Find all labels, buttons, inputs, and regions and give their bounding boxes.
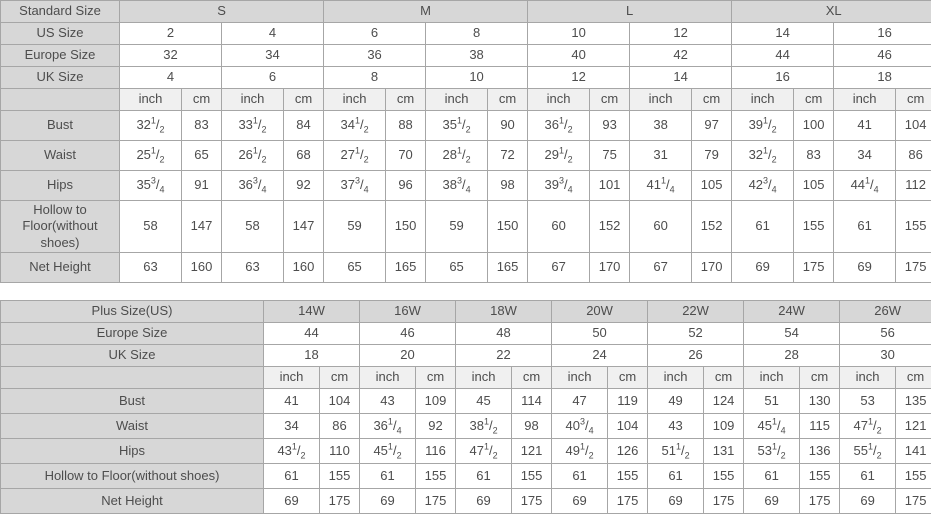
standard-size-value: M <box>324 1 528 23</box>
row-label-standard-size: Standard Size <box>1 1 120 23</box>
net-height-cm-value: 175 <box>416 488 456 513</box>
hips-cm-value: 121 <box>512 438 552 463</box>
europe-size-value: 44 <box>264 322 360 344</box>
waist-inch-value: $38^1/_2$ <box>456 413 512 438</box>
europe-size-value: 44 <box>732 45 834 67</box>
hips-inch-value: $36^3/_4$ <box>222 171 284 201</box>
bust-cm-value: 124 <box>704 388 744 413</box>
plus-size-us-value: 22W <box>648 300 744 322</box>
net-height-cm-value: 175 <box>512 488 552 513</box>
net-height-inch-value: 69 <box>744 488 800 513</box>
waist-inch-value: $40^3/_4$ <box>552 413 608 438</box>
bust-cm-value: 114 <box>512 388 552 413</box>
unit-label-cm: cm <box>590 89 630 111</box>
hollow-to-floor-cm-value: 155 <box>896 201 931 253</box>
europe-size-value: 46 <box>360 322 456 344</box>
unit-label-inch: inch <box>426 89 488 111</box>
hips-cm-value: 105 <box>794 171 834 201</box>
waist-cm-value: 115 <box>800 413 840 438</box>
bust-inch-value: $35^1/_2$ <box>426 111 488 141</box>
unit-row <box>1 89 931 111</box>
waist-inch-value: $26^1/_2$ <box>222 141 284 171</box>
bust-inch-value: 41 <box>834 111 896 141</box>
bust-cm-value: 93 <box>590 111 630 141</box>
hips-cm-value: 101 <box>590 171 630 201</box>
unit-label-cm: cm <box>896 366 931 388</box>
unit-label-inch: inch <box>456 366 512 388</box>
us-size-value: 2 <box>120 23 222 45</box>
bust-cm-value: 109 <box>416 388 456 413</box>
bust-inch-value: 38 <box>630 111 692 141</box>
measure-row-hips <box>1 171 931 201</box>
unit-row-label <box>1 366 264 388</box>
us-size-value: 4 <box>222 23 324 45</box>
unit-label-cm: cm <box>704 366 744 388</box>
hollow-to-floor-inch-value: 59 <box>426 201 488 253</box>
waist-inch-value: $36^1/_4$ <box>360 413 416 438</box>
hips-cm-value: 116 <box>416 438 456 463</box>
measure-row-hollow-to-floor <box>1 463 931 488</box>
hollow-to-floor-inch-value: 61 <box>732 201 794 253</box>
waist-cm-value: 72 <box>488 141 528 171</box>
hips-inch-value: $43^1/_2$ <box>264 438 320 463</box>
hollow-to-floor-inch-value: 61 <box>834 201 896 253</box>
waist-cm-value: 65 <box>182 141 222 171</box>
waist-cm-value: 86 <box>896 141 931 171</box>
waist-inch-value: $32^1/_2$ <box>732 141 794 171</box>
bust-cm-value: 104 <box>320 388 360 413</box>
bust-cm-value: 84 <box>284 111 324 141</box>
hollow-to-floor-inch-value: 58 <box>120 201 182 253</box>
bust-inch-value: 45 <box>456 388 512 413</box>
hips-inch-value: $55^1/_2$ <box>840 438 896 463</box>
hips-cm-value: 126 <box>608 438 648 463</box>
bust-inch-value: $34^1/_2$ <box>324 111 386 141</box>
unit-label-cm: cm <box>608 366 648 388</box>
uk-size-value: 8 <box>324 67 426 89</box>
uk-size-value: 6 <box>222 67 324 89</box>
hips-inch-value: $44^1/_4$ <box>834 171 896 201</box>
net-height-inch-value: 69 <box>732 252 794 282</box>
row-label-waist: Waist <box>1 141 120 171</box>
bust-cm-value: 104 <box>896 111 931 141</box>
net-height-inch-value: 69 <box>840 488 896 513</box>
net-height-cm-value: 160 <box>182 252 222 282</box>
us-size-value: 8 <box>426 23 528 45</box>
unit-row <box>1 366 931 388</box>
measure-row-net-height <box>1 252 931 282</box>
net-height-cm-value: 175 <box>320 488 360 513</box>
row-label-waist: Waist <box>1 413 264 438</box>
europe-size-value: 54 <box>744 322 840 344</box>
europe-size-value: 48 <box>456 322 552 344</box>
hollow-to-floor-inch-value: 58 <box>222 201 284 253</box>
unit-row-label <box>1 89 120 111</box>
unit-label-cm: cm <box>692 89 732 111</box>
waist-cm-value: 92 <box>416 413 456 438</box>
row-label-hollow-to-floor: Hollow to Floor(without shoes) <box>1 201 120 253</box>
net-height-inch-value: 63 <box>120 252 182 282</box>
bust-cm-value: 90 <box>488 111 528 141</box>
net-height-inch-value: 65 <box>426 252 488 282</box>
net-height-cm-value: 165 <box>488 252 528 282</box>
net-height-cm-value: 175 <box>896 488 931 513</box>
measure-row-hips <box>1 438 931 463</box>
europe-size-value: 34 <box>222 45 324 67</box>
measure-row-waist <box>1 141 931 171</box>
bust-inch-value: $39^1/_2$ <box>732 111 794 141</box>
waist-cm-value: 83 <box>794 141 834 171</box>
hips-cm-value: 91 <box>182 171 222 201</box>
net-height-inch-value: 67 <box>630 252 692 282</box>
plus-size-us-value: 16W <box>360 300 456 322</box>
waist-cm-value: 79 <box>692 141 732 171</box>
hollow-to-floor-cm-value: 147 <box>182 201 222 253</box>
hips-cm-value: 96 <box>386 171 426 201</box>
us-size-value: 14 <box>732 23 834 45</box>
waist-cm-value: 121 <box>896 413 931 438</box>
plus-size-chart <box>0 300 931 514</box>
uk-size-value: 16 <box>732 67 834 89</box>
unit-label-cm: cm <box>284 89 324 111</box>
bust-inch-value: 41 <box>264 388 320 413</box>
net-height-inch-value: 65 <box>324 252 386 282</box>
hollow-to-floor-inch-value: 61 <box>264 463 320 488</box>
row-label-bust: Bust <box>1 111 120 141</box>
net-height-inch-value: 69 <box>648 488 704 513</box>
hollow-to-floor-inch-value: 59 <box>324 201 386 253</box>
waist-cm-value: 75 <box>590 141 630 171</box>
bust-inch-value: 47 <box>552 388 608 413</box>
waist-inch-value: 43 <box>648 413 704 438</box>
waist-inch-value: $47^1/_2$ <box>840 413 896 438</box>
hollow-to-floor-cm-value: 155 <box>800 463 840 488</box>
header-row-plus-size-us <box>1 300 931 322</box>
header-row-us-size <box>1 23 931 45</box>
net-height-inch-value: 69 <box>552 488 608 513</box>
hollow-to-floor-cm-value: 155 <box>608 463 648 488</box>
hollow-to-floor-cm-value: 155 <box>512 463 552 488</box>
uk-size-value: 26 <box>648 344 744 366</box>
net-height-cm-value: 175 <box>608 488 648 513</box>
net-height-cm-value: 170 <box>590 252 630 282</box>
net-height-inch-value: 69 <box>456 488 512 513</box>
uk-size-value: 18 <box>264 344 360 366</box>
hips-inch-value: $47^1/_2$ <box>456 438 512 463</box>
uk-size-value: 30 <box>840 344 931 366</box>
bust-inch-value: $36^1/_2$ <box>528 111 590 141</box>
unit-label-inch: inch <box>744 366 800 388</box>
plus-size-us-value: 14W <box>264 300 360 322</box>
net-height-cm-value: 160 <box>284 252 324 282</box>
europe-size-value: 36 <box>324 45 426 67</box>
hips-inch-value: $53^1/_2$ <box>744 438 800 463</box>
row-label-uk-size: UK Size <box>1 67 120 89</box>
waist-inch-value: $28^1/_2$ <box>426 141 488 171</box>
waist-inch-value: $29^1/_2$ <box>528 141 590 171</box>
hollow-to-floor-inch-value: 61 <box>552 463 608 488</box>
hollow-to-floor-cm-value: 152 <box>590 201 630 253</box>
hollow-to-floor-cm-value: 147 <box>284 201 324 253</box>
net-height-cm-value: 175 <box>800 488 840 513</box>
bust-inch-value: $33^1/_2$ <box>222 111 284 141</box>
waist-inch-value: $27^1/_2$ <box>324 141 386 171</box>
us-size-value: 6 <box>324 23 426 45</box>
net-height-cm-value: 175 <box>794 252 834 282</box>
unit-label-inch: inch <box>120 89 182 111</box>
hips-inch-value: $45^1/_2$ <box>360 438 416 463</box>
uk-size-value: 20 <box>360 344 456 366</box>
europe-size-value: 38 <box>426 45 528 67</box>
waist-cm-value: 68 <box>284 141 324 171</box>
plus-size-us-value: 24W <box>744 300 840 322</box>
bust-inch-value: 53 <box>840 388 896 413</box>
europe-size-value: 40 <box>528 45 630 67</box>
unit-label-inch: inch <box>732 89 794 111</box>
header-row-standard-size <box>1 1 931 23</box>
hips-inch-value: $38^3/_4$ <box>426 171 488 201</box>
standard-size-value: S <box>120 1 324 23</box>
unit-label-cm: cm <box>488 89 528 111</box>
row-label-hips: Hips <box>1 171 120 201</box>
waist-inch-value: 31 <box>630 141 692 171</box>
hollow-to-floor-cm-value: 150 <box>386 201 426 253</box>
row-label-us-size: US Size <box>1 23 120 45</box>
hips-cm-value: 131 <box>704 438 744 463</box>
bust-inch-value: 43 <box>360 388 416 413</box>
europe-size-value: 46 <box>834 45 931 67</box>
header-row-europe-size <box>1 322 931 344</box>
bust-cm-value: 83 <box>182 111 222 141</box>
net-height-inch-value: 67 <box>528 252 590 282</box>
unit-label-inch: inch <box>528 89 590 111</box>
hips-inch-value: $49^1/_2$ <box>552 438 608 463</box>
plus-size-us-value: 18W <box>456 300 552 322</box>
us-size-value: 10 <box>528 23 630 45</box>
bust-cm-value: 100 <box>794 111 834 141</box>
plus-size-us-value: 26W <box>840 300 931 322</box>
hollow-to-floor-cm-value: 155 <box>416 463 456 488</box>
row-label-net-height: Net Height <box>1 488 264 513</box>
net-height-inch-value: 63 <box>222 252 284 282</box>
hollow-to-floor-cm-value: 155 <box>704 463 744 488</box>
hollow-to-floor-inch-value: 61 <box>744 463 800 488</box>
hips-cm-value: 112 <box>896 171 931 201</box>
waist-inch-value: $45^1/_4$ <box>744 413 800 438</box>
hips-cm-value: 110 <box>320 438 360 463</box>
unit-label-inch: inch <box>264 366 320 388</box>
waist-inch-value: 34 <box>834 141 896 171</box>
unit-label-cm: cm <box>512 366 552 388</box>
uk-size-value: 18 <box>834 67 931 89</box>
unit-label-cm: cm <box>416 366 456 388</box>
bust-cm-value: 88 <box>386 111 426 141</box>
waist-inch-value: 34 <box>264 413 320 438</box>
hollow-to-floor-inch-value: 61 <box>360 463 416 488</box>
unit-label-inch: inch <box>840 366 896 388</box>
europe-size-value: 50 <box>552 322 648 344</box>
hollow-to-floor-cm-value: 150 <box>488 201 528 253</box>
unit-label-inch: inch <box>834 89 896 111</box>
europe-size-value: 32 <box>120 45 222 67</box>
header-row-europe-size <box>1 45 931 67</box>
hollow-to-floor-inch-value: 61 <box>648 463 704 488</box>
hips-cm-value: 105 <box>692 171 732 201</box>
unit-label-cm: cm <box>386 89 426 111</box>
waist-cm-value: 109 <box>704 413 744 438</box>
unit-label-inch: inch <box>324 89 386 111</box>
plus-size-table-container <box>0 300 931 514</box>
measure-row-bust <box>1 388 931 413</box>
hips-inch-value: $35^3/_4$ <box>120 171 182 201</box>
plus-size-us-value: 20W <box>552 300 648 322</box>
net-height-cm-value: 170 <box>692 252 732 282</box>
hips-cm-value: 136 <box>800 438 840 463</box>
hips-cm-value: 141 <box>896 438 931 463</box>
europe-size-value: 56 <box>840 322 931 344</box>
unit-label-inch: inch <box>552 366 608 388</box>
uk-size-value: 4 <box>120 67 222 89</box>
header-row-uk-size <box>1 67 931 89</box>
europe-size-value: 42 <box>630 45 732 67</box>
standard-size-value: XL <box>732 1 931 23</box>
row-label-hollow-to-floor: Hollow to Floor(without shoes) <box>1 463 264 488</box>
measure-row-waist <box>1 413 931 438</box>
measure-row-hollow-to-floor <box>1 201 931 253</box>
uk-size-value: 10 <box>426 67 528 89</box>
waist-cm-value: 70 <box>386 141 426 171</box>
waist-inch-value: $25^1/_2$ <box>120 141 182 171</box>
hollow-to-floor-inch-value: 61 <box>840 463 896 488</box>
unit-label-cm: cm <box>896 89 931 111</box>
bust-inch-value: 51 <box>744 388 800 413</box>
unit-label-cm: cm <box>320 366 360 388</box>
bust-cm-value: 130 <box>800 388 840 413</box>
net-height-inch-value: 69 <box>264 488 320 513</box>
header-row-uk-size <box>1 344 931 366</box>
net-height-cm-value: 175 <box>704 488 744 513</box>
row-label-hips: Hips <box>1 438 264 463</box>
row-label-net-height: Net Height <box>1 252 120 282</box>
row-label-bust: Bust <box>1 388 264 413</box>
unit-label-cm: cm <box>182 89 222 111</box>
bust-cm-value: 119 <box>608 388 648 413</box>
row-label-plus-size-us: Plus Size(US) <box>1 300 264 322</box>
us-size-value: 12 <box>630 23 732 45</box>
waist-cm-value: 98 <box>512 413 552 438</box>
bust-inch-value: $32^1/_2$ <box>120 111 182 141</box>
hips-cm-value: 98 <box>488 171 528 201</box>
row-label-europe-size: Europe Size <box>1 45 120 67</box>
hips-inch-value: $39^3/_4$ <box>528 171 590 201</box>
measure-row-net-height <box>1 488 931 513</box>
hollow-to-floor-cm-value: 152 <box>692 201 732 253</box>
row-label-europe-size: Europe Size <box>1 322 264 344</box>
europe-size-value: 52 <box>648 322 744 344</box>
standard-size-value: L <box>528 1 732 23</box>
us-size-value: 16 <box>834 23 931 45</box>
hollow-to-floor-inch-value: 60 <box>630 201 692 253</box>
uk-size-value: 12 <box>528 67 630 89</box>
hollow-to-floor-cm-value: 155 <box>896 463 931 488</box>
net-height-cm-value: 165 <box>386 252 426 282</box>
uk-size-value: 24 <box>552 344 648 366</box>
waist-cm-value: 104 <box>608 413 648 438</box>
unit-label-inch: inch <box>648 366 704 388</box>
bust-cm-value: 97 <box>692 111 732 141</box>
net-height-cm-value: 175 <box>896 252 931 282</box>
hips-inch-value: $37^3/_4$ <box>324 171 386 201</box>
measure-row-bust <box>1 111 931 141</box>
hollow-to-floor-cm-value: 155 <box>320 463 360 488</box>
hips-inch-value: $41^1/_4$ <box>630 171 692 201</box>
unit-label-inch: inch <box>360 366 416 388</box>
net-height-inch-value: 69 <box>834 252 896 282</box>
net-height-inch-value: 69 <box>360 488 416 513</box>
unit-label-cm: cm <box>800 366 840 388</box>
bust-cm-value: 135 <box>896 388 931 413</box>
row-label-uk-size: UK Size <box>1 344 264 366</box>
hips-inch-value: $42^3/_4$ <box>732 171 794 201</box>
uk-size-value: 22 <box>456 344 552 366</box>
hips-cm-value: 92 <box>284 171 324 201</box>
hollow-to-floor-cm-value: 155 <box>794 201 834 253</box>
waist-cm-value: 86 <box>320 413 360 438</box>
unit-label-inch: inch <box>222 89 284 111</box>
hips-inch-value: $51^1/_2$ <box>648 438 704 463</box>
uk-size-value: 14 <box>630 67 732 89</box>
hollow-to-floor-inch-value: 60 <box>528 201 590 253</box>
uk-size-value: 28 <box>744 344 840 366</box>
hollow-to-floor-inch-value: 61 <box>456 463 512 488</box>
unit-label-inch: inch <box>630 89 692 111</box>
unit-label-cm: cm <box>794 89 834 111</box>
bust-inch-value: 49 <box>648 388 704 413</box>
